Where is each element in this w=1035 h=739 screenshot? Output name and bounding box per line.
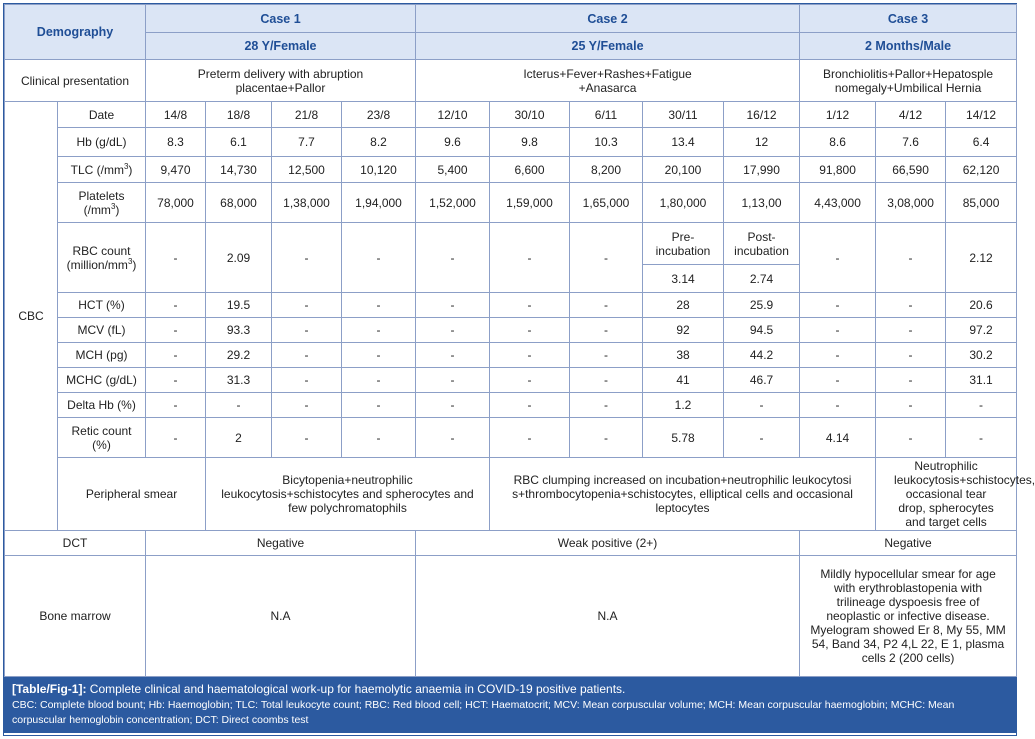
platelets-cell: 1,52,000: [416, 183, 490, 223]
date-label: Date: [58, 102, 146, 128]
date-cell: 16/12: [724, 102, 800, 128]
tlc-cell: 9,470: [146, 157, 206, 183]
retic-cell: -: [490, 418, 570, 458]
retic-cell: -: [272, 418, 342, 458]
rbc-cell: 2.12: [946, 223, 1017, 293]
mch-cell: -: [800, 343, 876, 368]
retic-row: [5, 418, 1017, 458]
tlc-cell: 6,600: [490, 157, 570, 183]
hb-cell: 8.2: [342, 128, 416, 157]
mcv-cell: -: [490, 318, 570, 343]
cbc-label: CBC: [5, 102, 58, 531]
rbc-cell: 2.09: [206, 223, 272, 293]
case1-clinical: Preterm delivery with abruption placentae+Pallor: [146, 60, 416, 102]
tlc-row: [5, 157, 1017, 183]
hb-cell: 9.8: [490, 128, 570, 157]
mch-cell: 30.2: [946, 343, 1017, 368]
hct-label: HCT (%): [58, 293, 146, 318]
hct-cell: -: [342, 293, 416, 318]
mch-cell: -: [146, 343, 206, 368]
hct-cell: -: [800, 293, 876, 318]
caption-abbreviations: CBC: Complete blood bount; Hb: Haemoglobin; TLC: Total leukocyte count; RBC: Red blood cell; HCT: Haematocrit; MCV: Mean corpuscular volume; MCH: Mean corpuscular haemoglobin; MCHC: Mean corpuscular hemoglobin concentration; DCT: Direct coombs test: [12, 699, 955, 726]
mcv-cell: -: [272, 318, 342, 343]
case1-smear: Bicytopenia+neutrophilic leukocytosis+schistocytes and spherocytes and few polychromatophils: [206, 458, 490, 531]
tlc-cell: 14,730: [206, 157, 272, 183]
mch-cell: -: [272, 343, 342, 368]
hb-cell: 8.3: [146, 128, 206, 157]
mch-cell: -: [342, 343, 416, 368]
rbc-cell: -: [146, 223, 206, 293]
rbc-cell: -: [272, 223, 342, 293]
date-cell: 30/11: [643, 102, 724, 128]
hct-cell: -: [876, 293, 946, 318]
mcv-cell: -: [416, 318, 490, 343]
case1-dct: Negative: [146, 531, 416, 556]
mchc-cell: -: [800, 368, 876, 393]
case3-smear: Neutrophilic leukocytosis+schistocytes, occasional tear drop, spherocytes and target cells: [876, 458, 1017, 531]
tlc-label: TLC $(/mm^3)$: [58, 157, 146, 183]
rbc-cell: 2.74: [724, 265, 800, 293]
hct-cell: -: [272, 293, 342, 318]
date-cell: 12/10: [416, 102, 490, 128]
delta-hb-cell: -: [416, 393, 490, 418]
case2-bone-marrow: N.A: [416, 556, 800, 677]
mchc-cell: -: [342, 368, 416, 393]
delta-hb-cell: -: [342, 393, 416, 418]
case3-clinical: Bronchiolitis+Pallor+Hepatosple nomegaly+Umbilical Hernia: [800, 60, 1017, 102]
delta-hb-cell: -: [724, 393, 800, 418]
table-frame: [3, 3, 1035, 736]
mch-row: [5, 343, 1017, 368]
mch-cell: 44.2: [724, 343, 800, 368]
platelets-cell: 85,000: [946, 183, 1017, 223]
hb-row: [5, 128, 1017, 157]
mchc-cell: -: [876, 368, 946, 393]
rbc-pre-incubation-label: Pre-incubation: [643, 223, 724, 265]
smear-row: [5, 458, 1017, 531]
hb-cell: 7.7: [272, 128, 342, 157]
platelets-cell: 68,000: [206, 183, 272, 223]
retic-cell: -: [146, 418, 206, 458]
smear-label: Peripheral smear: [58, 458, 206, 531]
mchc-cell: -: [416, 368, 490, 393]
case2-demography: 25 Y/Female: [416, 33, 800, 60]
hb-label: Hb (g/dL): [58, 128, 146, 157]
case3-dct: Negative: [800, 531, 1017, 556]
platelets-label: Platelets $(/mm^3)$: [58, 183, 146, 223]
platelets-cell: 78,000: [146, 183, 206, 223]
table-caption: [4, 677, 1016, 733]
delta-hb-cell: -: [946, 393, 1017, 418]
case3-header: Case 3: [800, 5, 1017, 33]
hb-cell: 13.4: [643, 128, 724, 157]
mcv-cell: 93.3: [206, 318, 272, 343]
hct-cell: -: [146, 293, 206, 318]
bone-marrow-label: Bone marrow: [5, 556, 146, 677]
rbc-cell: -: [490, 223, 570, 293]
hb-cell: 9.6: [416, 128, 490, 157]
tlc-cell: 66,590: [876, 157, 946, 183]
haematology-table: [4, 4, 1035, 677]
retic-cell: 5.78: [643, 418, 724, 458]
case1-bone-marrow: N.A: [146, 556, 416, 677]
delta-hb-cell: -: [876, 393, 946, 418]
mcv-cell: -: [800, 318, 876, 343]
mchc-cell: -: [570, 368, 643, 393]
hb-cell: 10.3: [570, 128, 643, 157]
platelets-row: [5, 183, 1017, 223]
delta-hb-cell: 1.2: [643, 393, 724, 418]
tlc-cell: 12,500: [272, 157, 342, 183]
clinical-row: [5, 60, 1017, 102]
hct-cell: -: [570, 293, 643, 318]
mchc-cell: 31.3: [206, 368, 272, 393]
retic-cell: -: [724, 418, 800, 458]
delta-hb-label: Delta Hb (%): [58, 393, 146, 418]
mcv-cell: 92: [643, 318, 724, 343]
tlc-cell: 10,120: [342, 157, 416, 183]
platelets-cell: 1,94,000: [342, 183, 416, 223]
platelets-cell: 1,65,000: [570, 183, 643, 223]
mch-cell: -: [490, 343, 570, 368]
hct-cell: 28: [643, 293, 724, 318]
platelets-cell: 1,13,00: [724, 183, 800, 223]
mcv-cell: -: [570, 318, 643, 343]
demography-row: [5, 33, 1017, 60]
mcv-cell: 94.5: [724, 318, 800, 343]
date-cell: 14/12: [946, 102, 1017, 128]
hb-cell: 8.6: [800, 128, 876, 157]
delta-hb-cell: -: [206, 393, 272, 418]
mcv-label: MCV (fL): [58, 318, 146, 343]
date-cell: 1/12: [800, 102, 876, 128]
mcv-cell: 97.2: [946, 318, 1017, 343]
delta-hb-cell: -: [146, 393, 206, 418]
date-cell: 4/12: [876, 102, 946, 128]
platelets-cell: 1,59,000: [490, 183, 570, 223]
mch-cell: 29.2: [206, 343, 272, 368]
platelets-cell: 3,08,000: [876, 183, 946, 223]
rbc-cell: -: [416, 223, 490, 293]
caption-figure-label: [Table/Fig-1]:: [12, 682, 87, 696]
mcv-cell: -: [146, 318, 206, 343]
platelets-cell: 1,80,000: [643, 183, 724, 223]
mch-cell: 38: [643, 343, 724, 368]
caption-title-text: Complete clinical and haematological work-up for haemolytic anaemia in COVID-19 positive patients.: [86, 682, 626, 696]
case2-dct: Weak positive (2+): [416, 531, 800, 556]
case3-demography: 2 Months/Male: [800, 33, 1017, 60]
caption-title: [12, 681, 1008, 698]
case-header-row: [5, 5, 1017, 33]
mch-cell: -: [416, 343, 490, 368]
case1-header: Case 1: [146, 5, 416, 33]
retic-label: Retic count (%): [58, 418, 146, 458]
tlc-cell: 8,200: [570, 157, 643, 183]
mchc-cell: -: [490, 368, 570, 393]
tlc-cell: 62,120: [946, 157, 1017, 183]
case1-demography: 28 Y/Female: [146, 33, 416, 60]
delta-hb-cell: -: [272, 393, 342, 418]
rbc-cell: -: [570, 223, 643, 293]
delta-hb-row: [5, 393, 1017, 418]
date-cell: 6/11: [570, 102, 643, 128]
delta-hb-cell: -: [490, 393, 570, 418]
platelets-cell: 4,43,000: [800, 183, 876, 223]
date-row: [5, 102, 1017, 128]
date-cell: 18/8: [206, 102, 272, 128]
mchc-cell: 31.1: [946, 368, 1017, 393]
delta-hb-cell: -: [800, 393, 876, 418]
rbc-label: RBC count $(million/mm^3)$: [58, 223, 146, 293]
retic-cell: -: [416, 418, 490, 458]
hb-cell: 7.6: [876, 128, 946, 157]
hct-cell: 25.9: [724, 293, 800, 318]
retic-cell: -: [946, 418, 1017, 458]
demography-label: Demography: [5, 5, 146, 60]
hb-cell: 12: [724, 128, 800, 157]
clinical-label: Clinical presentation: [5, 60, 146, 102]
hb-cell: 6.4: [946, 128, 1017, 157]
hct-cell: -: [416, 293, 490, 318]
rbc-cell: 3.14: [643, 265, 724, 293]
case3-bone-marrow: Mildly hypocellular smear for age with erythroblastopenia with trilineage dyspoesis free of neoplastic or infective disease. Myelogram showed Er 8, My 55, MM 54, Band 34, P2 4,L 22, E 1, plasma cells 2 (200 cells): [800, 556, 1017, 677]
rbc-cell: -: [800, 223, 876, 293]
retic-cell: -: [342, 418, 416, 458]
platelets-cell: 1,38,000: [272, 183, 342, 223]
mch-cell: -: [570, 343, 643, 368]
mch-label: MCH (pg): [58, 343, 146, 368]
rbc-row: [5, 223, 1017, 265]
mchc-cell: -: [146, 368, 206, 393]
mchc-cell: -: [272, 368, 342, 393]
hct-cell: -: [490, 293, 570, 318]
mchc-row: [5, 368, 1017, 393]
case2-clinical: Icterus+Fever+Rashes+Fatigue +Anasarca: [416, 60, 800, 102]
date-cell: 21/8: [272, 102, 342, 128]
tlc-cell: 20,100: [643, 157, 724, 183]
tlc-cell: 17,990: [724, 157, 800, 183]
tlc-cell: 5,400: [416, 157, 490, 183]
hct-cell: 20.6: [946, 293, 1017, 318]
case2-header: Case 2: [416, 5, 800, 33]
mchc-cell: 46.7: [724, 368, 800, 393]
mcv-row: [5, 318, 1017, 343]
delta-hb-cell: -: [570, 393, 643, 418]
retic-cell: 4.14: [800, 418, 876, 458]
date-cell: 30/10: [490, 102, 570, 128]
hb-cell: 6.1: [206, 128, 272, 157]
case2-smear: RBC clumping increased on incubation+neutrophilic leukocytosi s+thrombocytopenia+schistocytes, elliptical cells and occasional leptocytes: [490, 458, 876, 531]
mcv-cell: -: [342, 318, 416, 343]
bone-marrow-row: [5, 556, 1017, 677]
mcv-cell: -: [876, 318, 946, 343]
mchc-cell: 41: [643, 368, 724, 393]
mchc-label: MCHC (g/dL): [58, 368, 146, 393]
retic-cell: -: [570, 418, 643, 458]
tlc-cell: 91,800: [800, 157, 876, 183]
retic-cell: 2: [206, 418, 272, 458]
mch-cell: -: [876, 343, 946, 368]
hct-cell: 19.5: [206, 293, 272, 318]
hct-row: [5, 293, 1017, 318]
date-cell: 14/8: [146, 102, 206, 128]
rbc-post-incubation-label: Post-incubation: [724, 223, 800, 265]
rbc-cell: -: [876, 223, 946, 293]
date-cell: 23/8: [342, 102, 416, 128]
dct-label: DCT: [5, 531, 146, 556]
rbc-cell: -: [342, 223, 416, 293]
retic-cell: -: [876, 418, 946, 458]
dct-row: [5, 531, 1017, 556]
